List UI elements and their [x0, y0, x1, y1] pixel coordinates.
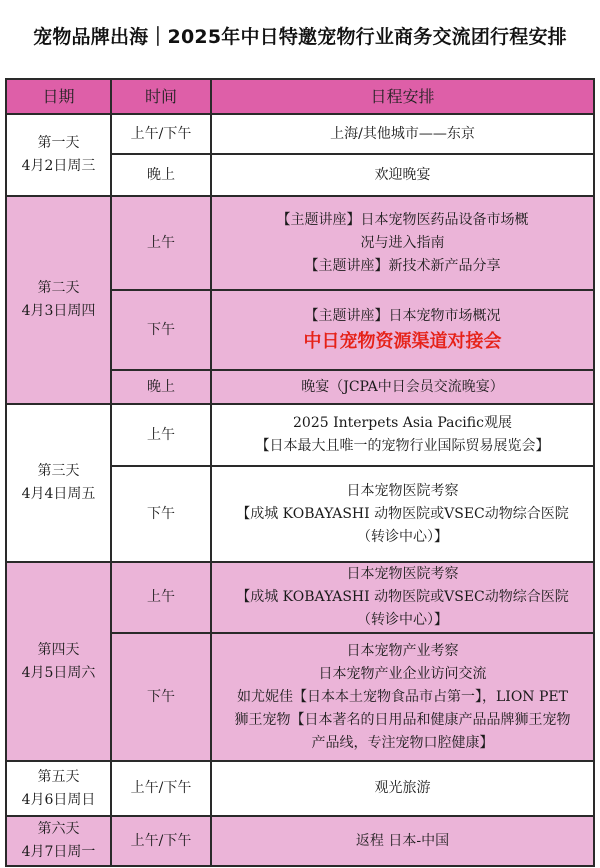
schedule-line: 况与进入指南	[360, 234, 445, 251]
schedule-line: 返程 日本-中国	[355, 832, 450, 849]
schedule-line: 日本宠物产业企业访问交流	[318, 665, 487, 682]
schedule-cell	[211, 816, 594, 866]
schedule-cell	[211, 290, 594, 370]
date-label: 4月7日周一	[21, 844, 96, 860]
day-label: 第四天	[37, 641, 80, 658]
time-cell: 上午/下午	[111, 816, 211, 866]
schedule-line: 【成城 KOBAYASHI 动物医院或VSEC动物综合医院	[236, 589, 569, 605]
schedule-line: 【成城 KOBAYASHI 动物医院或VSEC动物综合医院	[236, 505, 569, 522]
day-cell	[6, 816, 111, 866]
time-cell: 晚上	[111, 154, 211, 196]
page-title: 宠物品牌出海｜2025年中日特邀宠物行业商务交流团行程安排	[33, 26, 567, 48]
date-label: 4月3日周四	[21, 303, 96, 319]
schedule-line: 产品线，专注宠物口腔健康】	[311, 734, 494, 751]
schedule-line: 晚宴（JCPA中日会员交流晚宴）	[301, 378, 504, 395]
schedule-line: （转诊中心）】	[357, 612, 448, 628]
time-cell: 上午	[111, 196, 211, 290]
day-label: 第三天	[37, 463, 80, 479]
time-cell: 晚上	[111, 370, 211, 404]
schedule-cell	[211, 154, 594, 196]
itinerary-body	[6, 114, 594, 866]
time-cell: 上午/下午	[111, 114, 211, 154]
schedule-line: 观光旅游	[374, 780, 431, 796]
schedule-line: （转诊中心）】	[357, 528, 448, 545]
day-cell	[6, 761, 111, 816]
schedule-cell	[211, 196, 594, 290]
header-time: 时间	[111, 79, 211, 114]
schedule-row	[6, 404, 594, 466]
day-label: 第六天	[37, 821, 80, 837]
schedule-line: 狮王宠物【日本著名的日用品和健康产品品牌狮王宠物	[234, 711, 571, 728]
schedule-row	[6, 114, 594, 154]
date-label: 4月4日周五	[21, 486, 96, 502]
day-cell	[6, 196, 111, 404]
date-label: 4月5日周六	[21, 664, 96, 681]
schedule-line: 【日本最大且唯一的宠物行业国际贸易展览会】	[255, 438, 550, 454]
time-cell: 下午	[111, 633, 211, 761]
day-cell	[6, 562, 111, 761]
header-schedule: 日程安排	[211, 79, 594, 114]
highlight-event: 中日宠物资源渠道对接会	[303, 330, 502, 352]
schedule-cell	[211, 466, 594, 562]
schedule-cell	[211, 562, 594, 633]
schedule-line: 日本宠物产业考察	[346, 642, 459, 659]
schedule-cell	[211, 761, 594, 816]
day-cell	[6, 404, 111, 562]
schedule-row	[6, 562, 594, 633]
schedule-line: 【主题讲座】新技术新产品分享	[304, 257, 501, 274]
schedule-line: 日本宠物医院考察	[346, 566, 459, 582]
date-label: 4月2日周三	[21, 158, 96, 174]
itinerary-table	[5, 78, 595, 867]
day-label: 第二天	[37, 280, 80, 296]
schedule-row	[6, 816, 594, 866]
schedule-line: 日本宠物医院考察	[346, 482, 459, 499]
schedule-cell	[211, 633, 594, 761]
schedule-line: 欢迎晚宴	[374, 166, 431, 183]
schedule-cell	[211, 404, 594, 466]
schedule-row	[6, 761, 594, 816]
schedule-cell	[211, 114, 594, 154]
schedule-line: 【主题讲座】日本宠物医药品设备市场概	[276, 211, 529, 228]
day-label: 第一天	[37, 135, 80, 151]
schedule-line: 上海/其他城市——东京	[330, 125, 475, 142]
time-cell: 上午	[111, 562, 211, 633]
time-cell: 上午	[111, 404, 211, 466]
time-cell: 上午/下午	[111, 761, 211, 816]
time-cell: 下午	[111, 466, 211, 562]
date-label: 4月6日周日	[21, 791, 96, 808]
schedule-cell	[211, 370, 594, 404]
schedule-line: 【主题讲座】日本宠物市场概况	[304, 307, 501, 324]
schedule-row	[6, 196, 594, 290]
header-date: 日期	[6, 79, 111, 114]
schedule-line: 如尤妮佳【日本本土宠物食品市占第一】，LION PET	[237, 688, 568, 705]
header-row	[6, 79, 594, 114]
day-cell	[6, 114, 111, 196]
schedule-line: 2025 Interpets Asia Pacific观展	[293, 415, 512, 431]
day-label: 第五天	[37, 768, 80, 785]
time-cell: 下午	[111, 290, 211, 370]
